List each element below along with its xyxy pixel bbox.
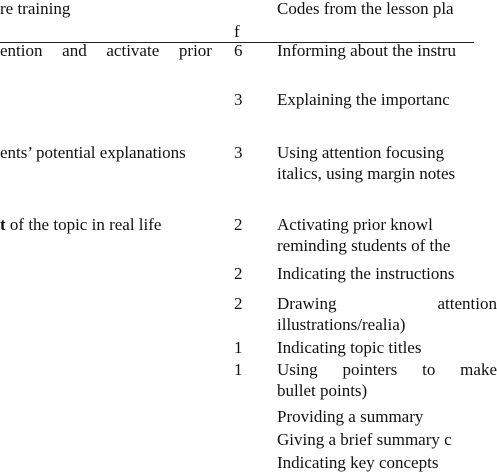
- row-4-frequency: 2: [234, 264, 243, 283]
- row-7-code-line2: bullet points): [277, 381, 368, 400]
- row-7-code-word: to: [422, 360, 436, 379]
- row-4-code: Indicating the instructions: [277, 264, 455, 283]
- row-7-code-line1: [277, 359, 497, 381]
- row-2-left-text: ents’ potential explanations: [0, 143, 186, 162]
- header-right-partial: Codes from the lesson pla: [277, 0, 454, 18]
- row-7-frequency: 1: [234, 360, 243, 379]
- row-0-code: Informing about the instru: [277, 41, 456, 60]
- row-7-code-word: Using: [277, 360, 318, 379]
- row-5-code-word: Drawing: [277, 294, 337, 313]
- row-5-code-line2: illustrations/realia): [277, 315, 406, 334]
- row-8-code: Providing a summary: [277, 407, 424, 426]
- row-3-left-bold: t: [0, 215, 6, 234]
- row-0-left-word: ention: [0, 41, 43, 60]
- row-1-code: Explaining the importanc: [277, 90, 450, 109]
- row-7-code-word: pointers: [342, 360, 398, 379]
- row-0-frequency: 6: [234, 41, 243, 60]
- row-2-code-line2: italics, using margin notes: [277, 164, 456, 183]
- row-6-frequency: 1: [234, 338, 243, 357]
- row-7-code-word: make: [460, 360, 497, 379]
- row-10-code: Indicating key concepts: [277, 453, 439, 472]
- row-3-frequency: 2: [234, 215, 243, 234]
- row-9-code: Giving a brief summary c: [277, 430, 452, 449]
- frequency-column-label: f: [234, 22, 240, 41]
- row-5-code-word: attention: [437, 294, 497, 313]
- row-3-code-line1: Activating prior knowl: [277, 215, 433, 234]
- row-3-code-line2: reminding students of the: [277, 236, 451, 255]
- row-2-frequency: 3: [234, 143, 243, 162]
- row-5-frequency: 2: [234, 294, 243, 313]
- row-0-left-word: prior: [178, 41, 212, 60]
- row-1-frequency: 3: [234, 90, 243, 109]
- row-0-left-word: activate: [106, 41, 160, 60]
- row-5-code-line1: [277, 293, 497, 315]
- row-0-left-word: and: [62, 41, 87, 60]
- row-0-left-text: [0, 40, 212, 62]
- row-3-left-text: [0, 214, 161, 236]
- row-3-left-rest: of the topic in real life: [5, 215, 162, 234]
- row-2-code-line1: Using attention focusing: [277, 143, 445, 162]
- row-6-code: Indicating topic titles: [277, 338, 422, 357]
- header-left-partial: re training: [0, 0, 71, 18]
